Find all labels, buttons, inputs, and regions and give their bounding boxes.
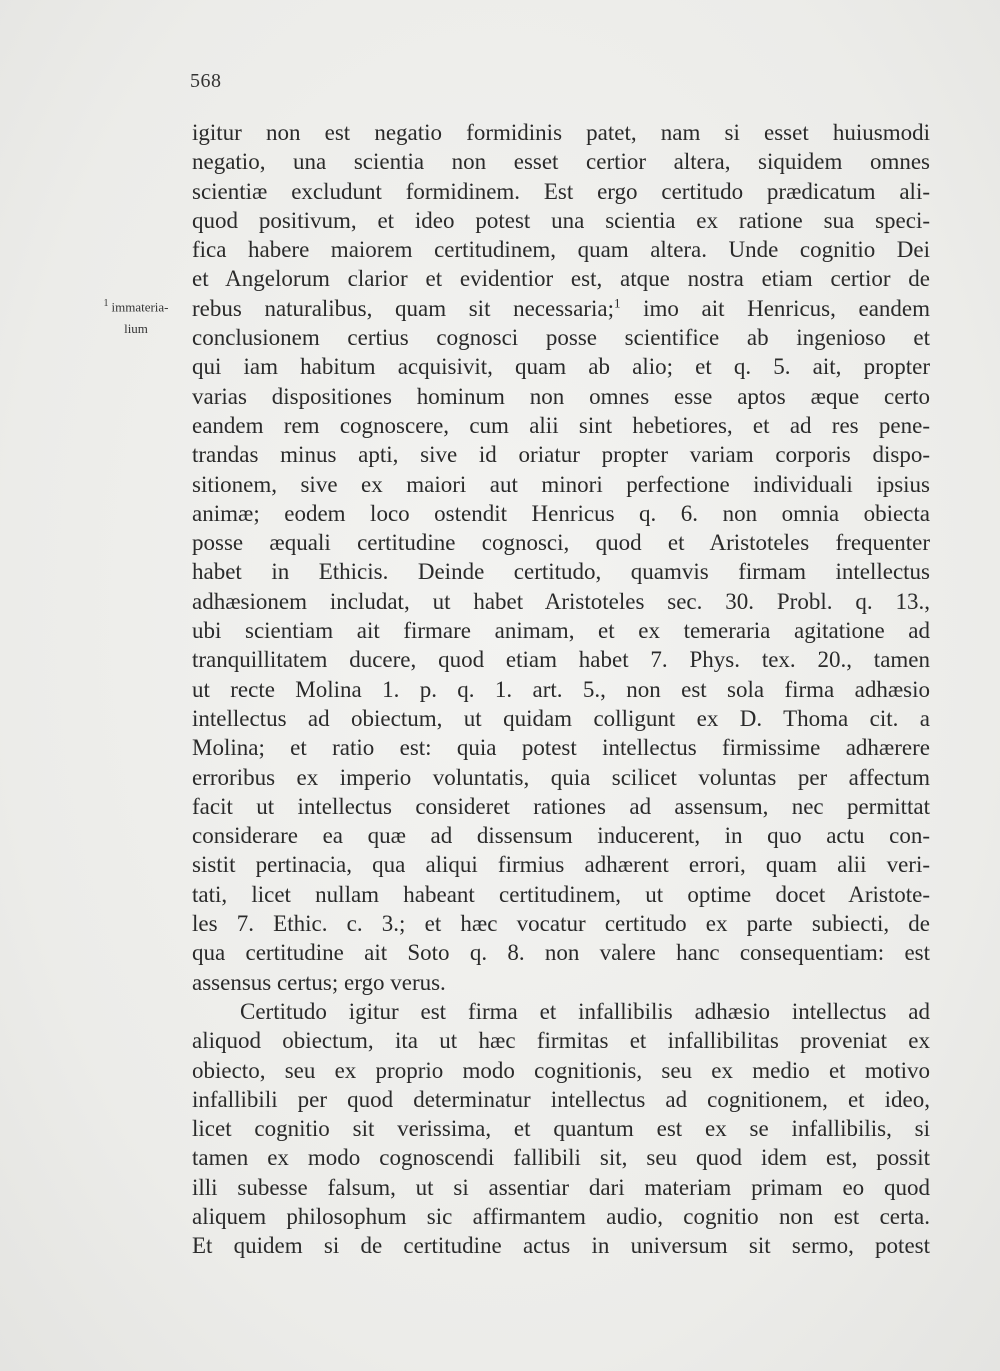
page-number: 568 xyxy=(190,70,222,92)
text-line: licet cognitio sit verissima, et quantum est ex se infallibilis, si xyxy=(192,1116,930,1142)
text-segment: rebus naturalibus, quam sit necessaria; xyxy=(192,295,614,321)
text-line-with-footnote xyxy=(192,294,930,323)
text-line: qui iam habitum acquisivit, quam ab alio; et q. 5. ait, propter xyxy=(192,354,930,380)
text-line: sistit pertinacia, qua aliqui firmius adhærent errori, quam alii veri- xyxy=(192,852,930,878)
text-line: tati, licet nullam habeant certitudinem, ut optime docet Aristote- xyxy=(192,881,930,907)
text-line: qua certitudine ait Soto q. 8. non valere hanc consequentiam: est xyxy=(192,940,930,966)
margin-note xyxy=(86,293,186,340)
text-line: varias dispositiones hominum non omnes esse aptos æque certo xyxy=(192,383,930,409)
text-line: sitionem, sive ex maiori aut minori perfectione individuali ipsius xyxy=(192,471,930,497)
text-line: Molina; et ratio est: quia potest intellectus firmissime adhærere xyxy=(192,735,930,761)
margin-note-word: immateria- xyxy=(111,299,169,315)
text-line: et Angelorum clarior et evidentior est, atque nostra etiam certior de xyxy=(192,266,930,292)
text-line: trandas minus apti, sive id oriatur propter variam corporis dispo- xyxy=(192,442,930,468)
text-line: aliquod obiectum, ita ut hæc firmitas et infallibilitas proveniat ex xyxy=(192,1028,930,1054)
text-line: Certitudo igitur est firma et infallibilis adhæsio intellectus ad xyxy=(240,998,930,1024)
body-text xyxy=(192,118,930,1261)
text-line: tranquillitatem ducere, quod etiam habet 7. Phys. tex. 20., tamen xyxy=(192,647,930,673)
text-line: les 7. Ethic. c. 3.; et hæc vocatur certitudo ex parte subiecti, de xyxy=(192,911,930,937)
text-line: considerare ea quæ ad dissensum inducerent, in quo actu con- xyxy=(192,823,930,849)
text-line: facit ut intellectus consideret rationes ad assensum, nec permittat xyxy=(192,793,930,819)
text-line: eandem rem cognoscere, cum alii sint hebetiores, et ad res pene- xyxy=(192,412,930,438)
text-line: ubi scientiam ait firmare animam, et ex temeraria agitatione ad xyxy=(192,618,930,644)
text-line: animæ; eodem loco ostendit Henricus q. 6. non omnia obiecta xyxy=(192,500,930,526)
margin-note-line2: lium xyxy=(124,321,148,337)
text-line: fica habere maiorem certitudinem, quam altera. Unde cognitio Dei xyxy=(192,237,930,263)
margin-note-marker: 1 xyxy=(103,298,109,309)
text-line: assensus certus; ergo verus. xyxy=(192,969,446,995)
paragraph-1 xyxy=(192,118,930,997)
text-line: infallibili per quod determinatur intellectus ad cognitionem, et ideo, xyxy=(192,1086,930,1112)
margin-note-line1 xyxy=(86,293,186,318)
text-line: posse æquali certitudine cognosci, quod et Aristoteles frequenter xyxy=(192,530,930,556)
text-line: Et quidem si de certitudine actus in universum sit sermo, potest xyxy=(192,1233,930,1259)
text-line: obiecto, seu ex proprio modo cognitionis, seu ex medio et motivo xyxy=(192,1057,930,1083)
footnote-reference: 1 xyxy=(613,295,621,311)
text-line: illi subesse falsum, ut si assentiar dari materiam primam eo quod xyxy=(192,1174,930,1200)
text-line: igitur non est negatio formidinis patet, nam si esset huiusmodi xyxy=(192,120,930,145)
text-line: quod positivum, et ideo potest una scientia ex ratione sua speci- xyxy=(192,207,930,233)
text-line: habet in Ethicis. Deinde certitudo, quamvis firmam intellectus xyxy=(192,559,930,585)
text-line: adhæsionem includat, ut habet Aristoteles sec. 30. Probl. q. 13., xyxy=(192,588,930,614)
text-line: ut recte Molina 1. p. q. 1. art. 5., non est sola firma adhæsio xyxy=(192,676,930,702)
text-line: tamen ex modo cognoscendi fallibili sit, seu quod idem est, possit xyxy=(192,1145,930,1171)
text-line: negatio, una scientia non esset certior altera, siquidem omnes xyxy=(192,149,930,175)
paragraph-2 xyxy=(192,997,930,1261)
text-line: aliquem philosophum sic affirmantem audio, cognitio non est certa. xyxy=(192,1203,930,1229)
text-line: scientiæ excludunt formidinem. Est ergo certitudo prædicatum ali- xyxy=(192,178,930,204)
text-line: conclusionem certius cognosci posse scientifice ab ingenioso et xyxy=(192,325,930,351)
text-line: intellectus ad obiectum, ut quidam colligunt ex D. Thoma cit. a xyxy=(192,705,930,731)
text-line: erroribus ex imperio voluntatis, quia scilicet voluntas per affectum xyxy=(192,764,930,790)
text-segment: imo ait Henricus, eandem xyxy=(620,295,930,321)
